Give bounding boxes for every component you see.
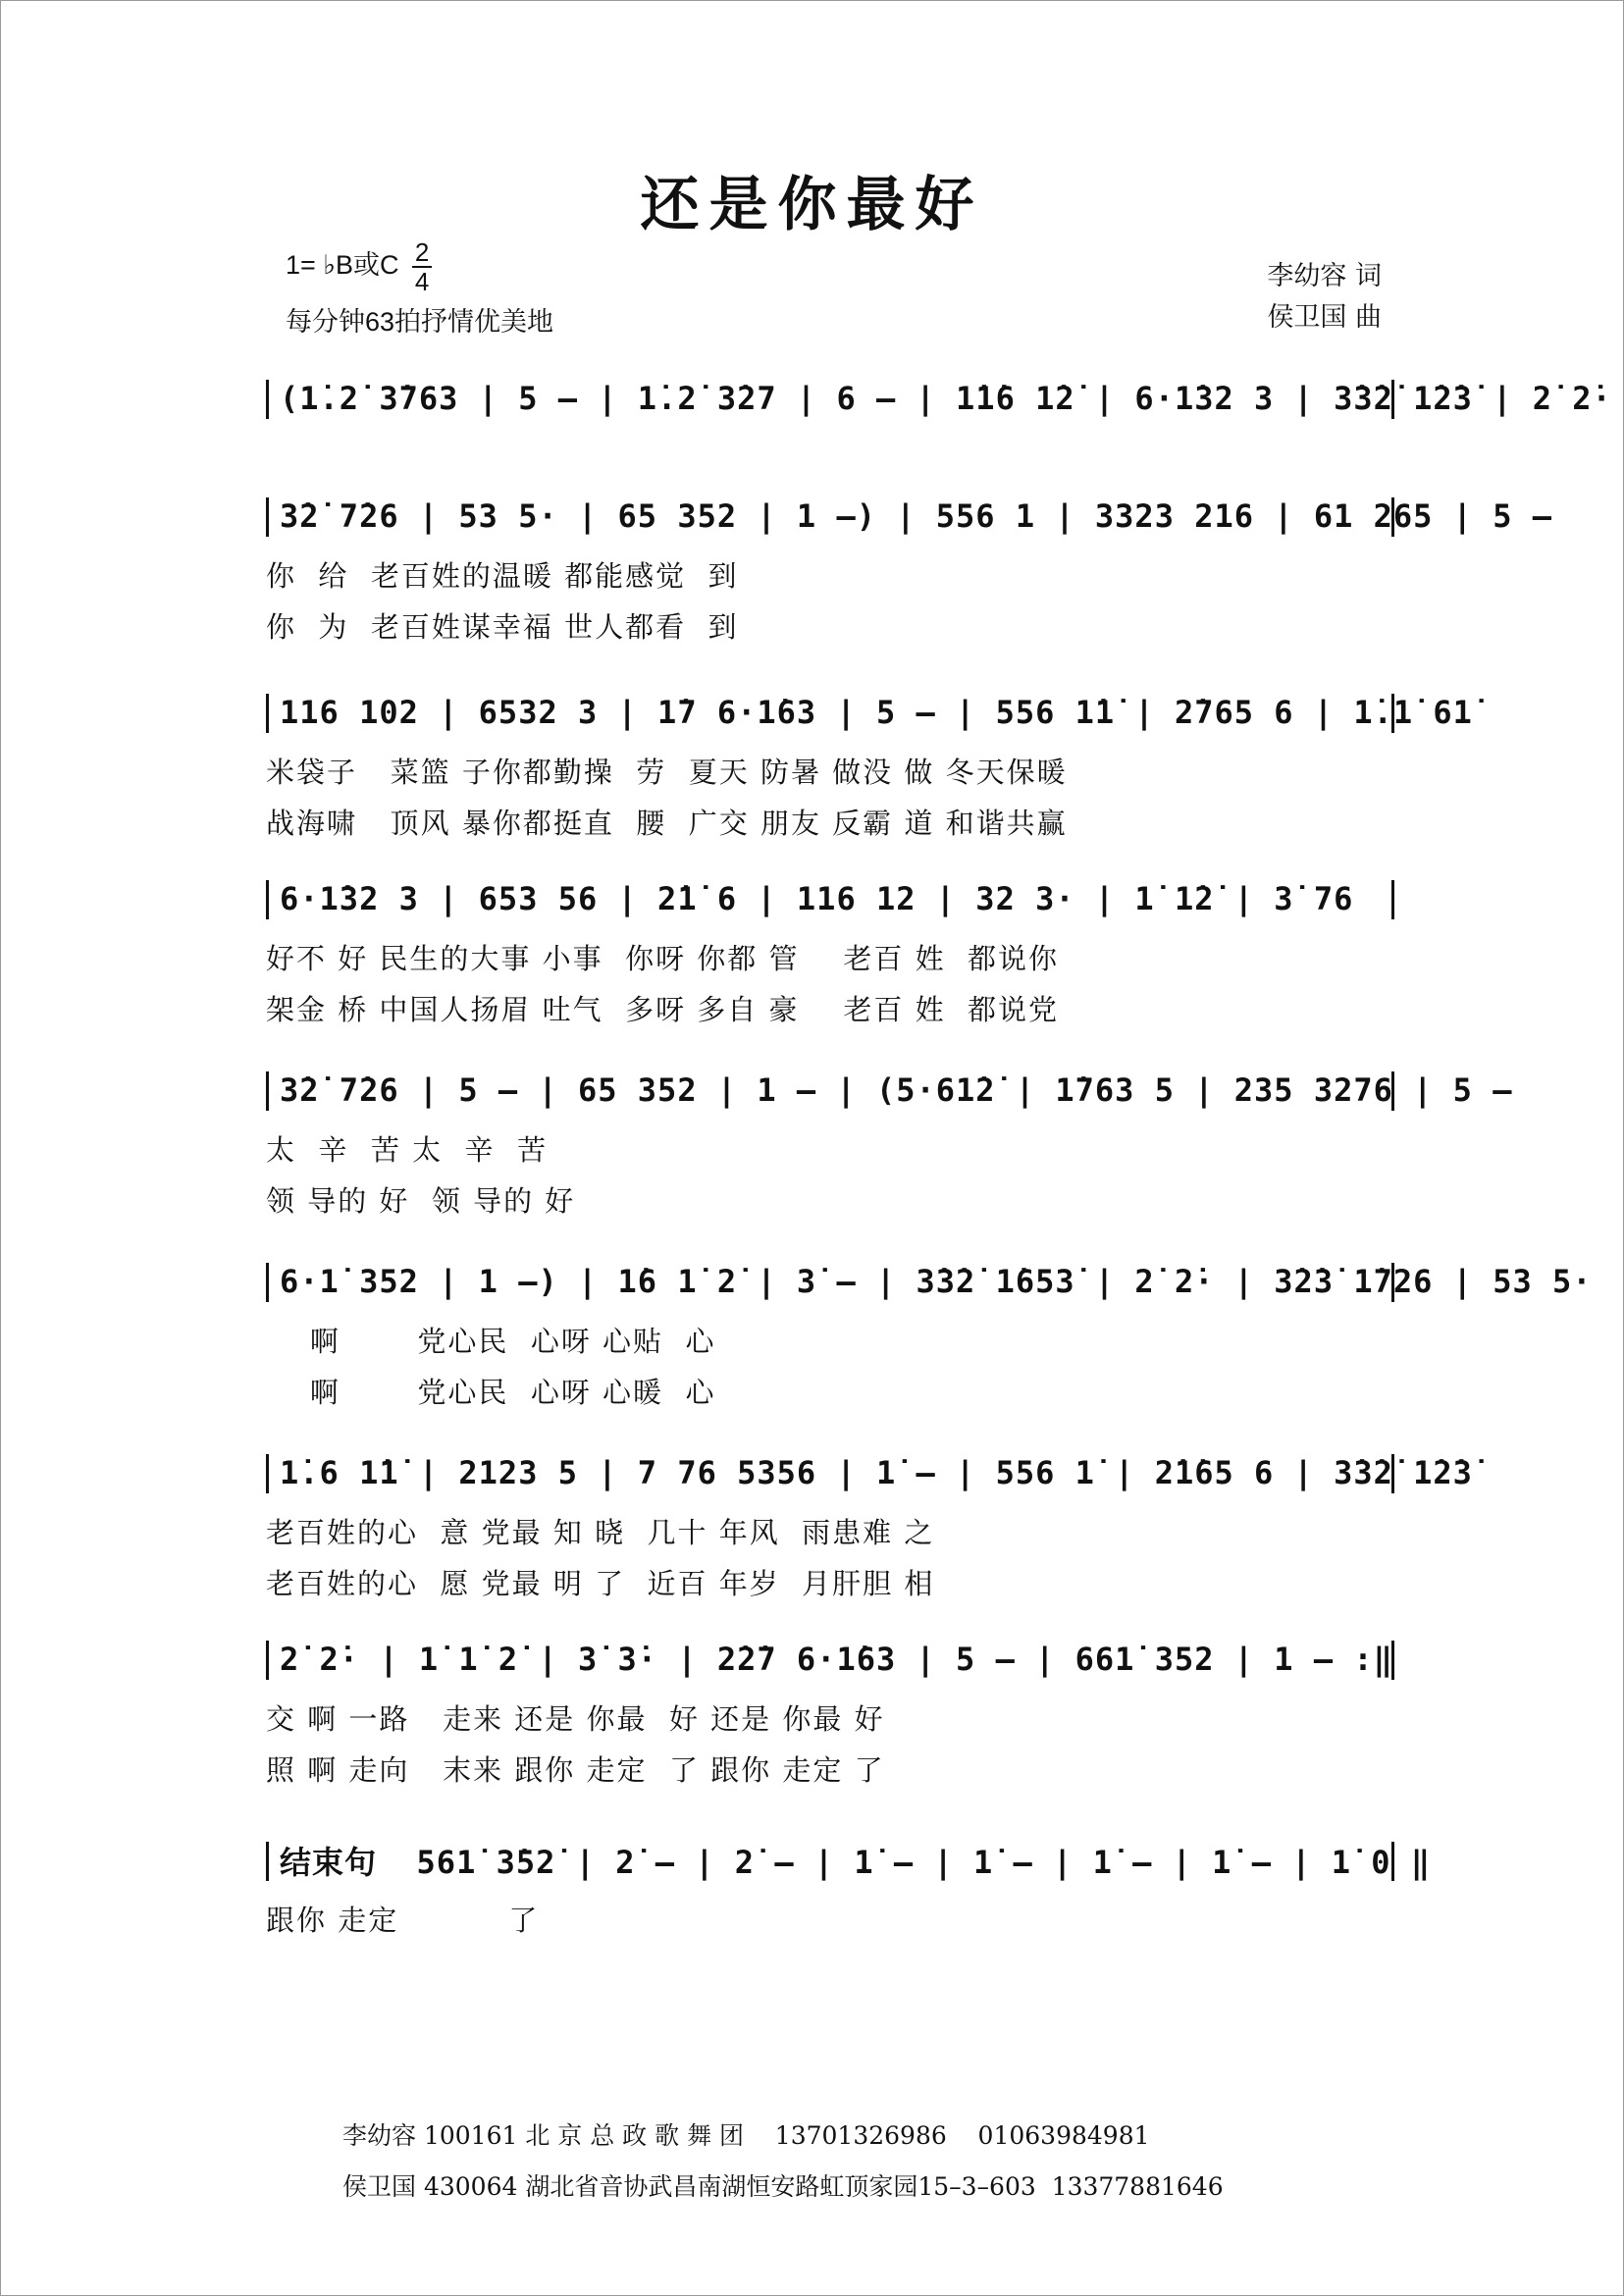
notation-line xyxy=(266,1438,1473,1507)
notation-text: 6·1̇ 352 | 1 –) | 1̇6 1̇ 2̇ | 3̇ – | 3̇3̇2̇ 1̇653̇ | 2̇ 2̇· | 3̇2̇3̇ 1̇726 | 53 5· xyxy=(280,1263,1593,1300)
contact-line-lyricist: 李幼容 100161 北 京 总 政 歌 舞 团 13701326986 01063984981 xyxy=(342,2121,1150,2150)
notation-text: 3̇2̇ 7̇26 | 53 5· | 65 352 | 1 –) | 556 1 | 3323 216 | 61 265 | 5 – xyxy=(280,497,1552,535)
notation-line xyxy=(266,1056,1513,1124)
notation-line xyxy=(266,864,1394,933)
lyric-line: 架金 桥 中国人扬眉 吐气 多呀 多自 豪 老百 姓 都说党 xyxy=(266,993,1060,1026)
time-numerator: 2 xyxy=(414,237,430,267)
score-system xyxy=(266,1247,1593,1418)
system-barline-frame xyxy=(266,1071,1394,1111)
system-barline-frame xyxy=(266,694,1394,733)
lyric-line: 啊 党心民 心呀 心贴 心 xyxy=(266,1325,716,1358)
score-system xyxy=(266,1826,1432,1946)
page-title: 还是你最好 xyxy=(640,171,984,239)
notation-line xyxy=(266,678,1473,747)
notation-line xyxy=(266,1625,1394,1694)
lyric-line: 交 啊 一路 走来 还是 你最 好 还是 你最 好 xyxy=(266,1702,885,1736)
key-label: 1= ♭B或C xyxy=(286,250,399,281)
lyric-line: 好不 好 民生的大事 小事 你呀 你都 管 老百 姓 都说你 xyxy=(266,942,1060,975)
system-barline-frame xyxy=(266,1842,1394,1881)
lyric-line: 老百姓的心 意 党最 知 晓 几十 年风 雨患难 之 xyxy=(266,1516,935,1549)
notation-text: 3̇2̇ 7̇26 | 5 – | 65 352 | 1 – | (5·61̇2̇ | 1̇763 5 | 235 3276 | 5 – xyxy=(280,1071,1513,1109)
tempo-marking: 每分钟63拍抒情优美地 xyxy=(286,307,554,337)
score-system xyxy=(266,1625,1394,1796)
score-system xyxy=(266,482,1552,652)
notation-text: 1̇.6 1̇1̇ | 2123 5 | 7 76 5356 | 1̇ – | 556 1̇ | 2̇1̇65 6 | 3̇3̇2̇ 1̇2̇3̇ xyxy=(280,1454,1473,1491)
key-signature xyxy=(286,238,432,295)
contact-line-composer: 侯卫国 430064 湖北省音协武昌南湖恒安路虹顶家园15–3–603 13377881646 xyxy=(342,2172,1224,2201)
score-system xyxy=(266,1056,1513,1226)
lyric-line: 老百姓的心 愿 党最 明 了 近百 年岁 月肝胆 相 xyxy=(266,1567,935,1600)
notation-line xyxy=(266,1826,1432,1895)
notation-text: 6·1̇32 3 | 653 56 | 2̇1̇ 6 | 116 12 | 32 3· | 1̇ 1̇2̇ | 3̇ 76 xyxy=(280,880,1354,917)
contact-footer xyxy=(342,2111,1224,2213)
composer-credit: 侯卫国 曲 xyxy=(1267,302,1382,333)
lyric-line: 跟你 走定 了 xyxy=(266,1904,540,1937)
system-barline-frame xyxy=(266,380,1394,419)
notation-line xyxy=(266,364,1612,433)
score-system xyxy=(266,678,1473,849)
notation-line xyxy=(266,1247,1593,1316)
notation-text: 116 102 | 6532 3 | 1̇7 6·1̇63 | 5 – | 556 1̇1̇ | 2̇765 6 | 1̇.1̇ 61̇ xyxy=(280,694,1473,731)
lyricist-credit: 李幼容 词 xyxy=(1267,261,1382,291)
score-system xyxy=(266,864,1394,1035)
notation-line xyxy=(266,482,1552,550)
system-barline-frame xyxy=(266,1454,1394,1493)
lyric-line: 你 给 老百姓的温暖 都能感觉 到 xyxy=(266,559,739,593)
lyric-line: 领 导的 好 领 导的 好 xyxy=(266,1184,576,1218)
time-denominator: 4 xyxy=(414,267,430,296)
lyric-line: 战海啸 顶风 暴你都挺直 腰 广交 朋友 反霸 道 和谐共赢 xyxy=(266,807,1068,840)
score-system xyxy=(266,364,1612,433)
system-barline-frame xyxy=(266,1641,1394,1680)
lyric-line: 啊 党心民 心呀 心暖 心 xyxy=(266,1376,716,1409)
lyric-line: 米袋子 菜篮 子你都勤操 劳 夏天 防暑 做没 做 冬天保暖 xyxy=(266,756,1068,789)
notation-text: 结束句 561̇ 3̇52̇ | 2̇ – | 2̇ – | 1̇ – | 1̇ – | 1̇ – | 1̇ – | 1̇ 0 ‖ xyxy=(280,1844,1432,1881)
score-system xyxy=(266,1438,1473,1609)
lyric-line: 你 为 老百姓谋幸福 世人都看 到 xyxy=(266,610,739,644)
lyric-line: 太 辛 苦 太 辛 苦 xyxy=(266,1133,548,1167)
notation-text: (1̇.2̇ 3̇763 | 5 – | 1̇.2̇ 3̇27 | 6 – | 1̇1̇6 1̇2̇ | 6·1̇32 3 | 3̇3̇2̇ 1̇2̇3̇ | 2̇ 2̇· xyxy=(280,380,1612,417)
time-signature xyxy=(412,238,432,295)
system-barline-frame xyxy=(266,880,1394,919)
notation-text: 2̇ 2̇· | 1̇ 1̇ 2̇ | 3̇ 3̇· | 2̇2̇7 6·1̇63 | 5 – | 661̇ 352 | 1 – :‖ xyxy=(280,1641,1393,1678)
lyric-line: 照 啊 走向 末来 跟你 走定 了 跟你 走定 了 xyxy=(266,1753,885,1787)
system-barline-frame xyxy=(266,497,1394,537)
system-barline-frame xyxy=(266,1263,1394,1302)
